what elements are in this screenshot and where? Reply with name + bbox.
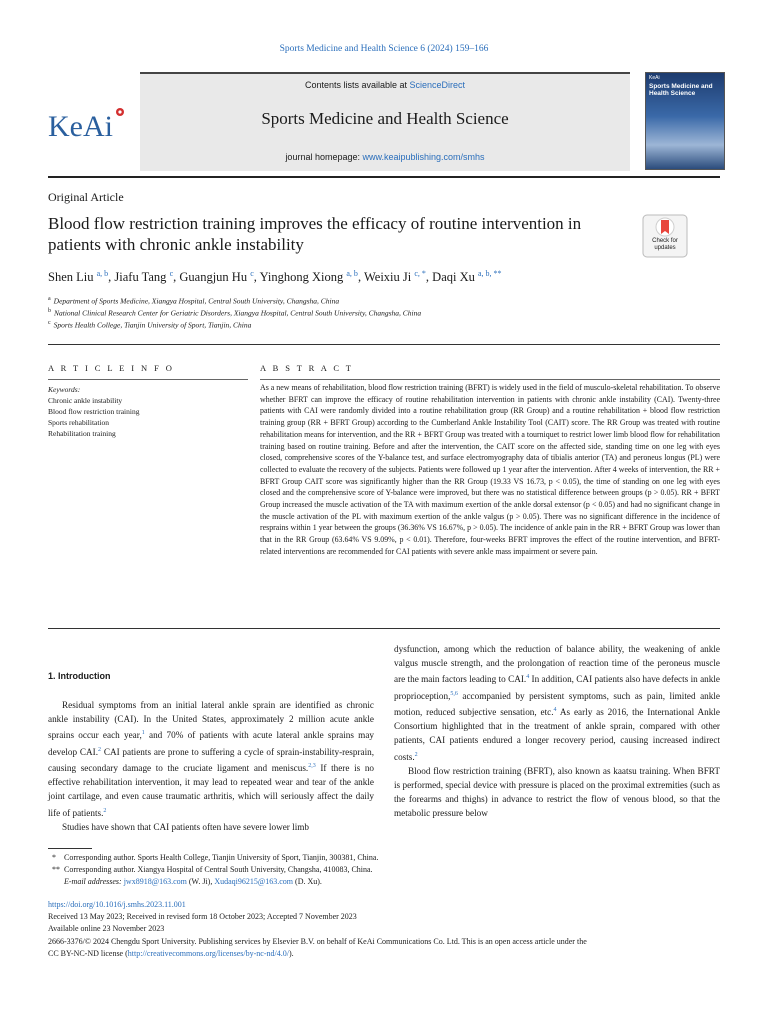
- author[interactable]: Daqi Xu $^{a, b, **}$: [432, 269, 502, 285]
- homepage-prefix: journal homepage:: [285, 152, 363, 162]
- citation-link[interactable]: 4: [553, 706, 557, 713]
- paragraph: Studies have shown that CAI patients often have severe lower limb: [62, 821, 309, 832]
- citation-link[interactable]: 2: [414, 751, 418, 758]
- author[interactable]: Jiafu Tang $^c$: [114, 269, 174, 285]
- author-list: Shen Liu $^{a, b}$, Jiafu Tang $^c$, Guangjun Hu $^c$, Yinghong Xiong $^{a, b}$, Weixiu Ji $^{c, *}$, Daqi Xu $^{a, b, **}$: [48, 269, 502, 285]
- section-divider: [48, 344, 720, 345]
- affiliation: $^c$ Sports Health College, Tianjin University of Sport, Tianjin, China: [48, 320, 252, 330]
- journal-cover-image[interactable]: [645, 72, 725, 170]
- author[interactable]: Yinghong Xiong $^{a, b}$: [259, 269, 358, 285]
- citation-link[interactable]: 2,3: [308, 762, 316, 769]
- body-column-left: [48, 698, 374, 834]
- affiliation: $^a$ Department of Sports Medicine, Xiangya Hospital, Central South University, Changsha, China: [48, 296, 340, 306]
- article-info-divider: [48, 379, 248, 380]
- journal-title: Sports Medicine and Health Science: [261, 109, 509, 128]
- abstract-divider: [260, 379, 720, 380]
- citation-link[interactable]: 5,6: [450, 690, 458, 697]
- affiliation: $^b$ National Clinical Research Center for Geriatric Disorders, Xiangya Hospital, Central South University, Changsha, China: [48, 308, 422, 318]
- homepage-line: [140, 152, 630, 162]
- keyword: Sports rehabilitation: [48, 418, 110, 427]
- article-info-heading: A R T I C L E I N F O: [48, 363, 175, 373]
- citation-link[interactable]: 1: [141, 730, 145, 737]
- contents-prefix: Contents lists available at: [304, 80, 410, 90]
- logo-text: KeAi: [48, 110, 113, 143]
- received-dates: Received 13 May 2023; Received in revised form 18 October 2023; Accepted 7 November 2023: [48, 912, 357, 921]
- contents-line: [140, 80, 630, 90]
- citation-link[interactable]: 2: [103, 807, 107, 814]
- paragraph: Residual symptoms from an initial lateral ankle sprain are identified as chronic ankle instability (CAI). In the United States, approximately 2 million acute ankle sprains occur each year,$^1$ and 70% of patients with acute lateral ankle sprains may develop CAI.$^2$ CAI patients are prone to suffering a cycle of sprain-instability-resprain, causing secondary damage to the cruciate ligament and meniscus.$^{2,3}$ If there is no effective rehabilitation intervention, it may lead to repeated wear and tear of the ankle joint cartilage, and even cause traumatic arthritis, which will seriously affect the daily life of patients.$^2$: [48, 700, 375, 818]
- abstract-bottom-divider: [48, 628, 720, 629]
- author[interactable]: Guangjun Hu $^c$: [179, 269, 254, 285]
- available-online: Available online 23 November 2023: [48, 924, 165, 933]
- cover-title: Sports Medicine and Health Science: [649, 83, 713, 97]
- keyword: Chronic ankle instability: [48, 396, 123, 405]
- sciencedirect-link[interactable]: ScienceDirect: [409, 80, 466, 90]
- author[interactable]: Weixiu Ji $^{c, *}$: [363, 269, 426, 285]
- citation-link[interactable]: 2: [98, 746, 102, 753]
- citation-link[interactable]: 4: [526, 674, 530, 681]
- email-link[interactable]: jwx8918@163.com: [123, 877, 187, 886]
- cover-publisher: KeAi: [649, 75, 660, 81]
- article-title: Blood flow restriction training improves the efficacy of routine intervention in patients with chronic ankle instability: [48, 214, 582, 254]
- section-heading-introduction: 1. Introduction: [48, 671, 111, 681]
- abstract-text: As a new means of rehabilitation, blood flow restriction training (BFRT) is widely used in the field of musculo-skeletal rehabilitation. To observe whether BFRT can improve the efficacy of routine rehabilitation intervention in patients with chronic ankle instability (CAI). Twenty-three patients with CAI were randomly divided into a routine rehabilitation group (RR Group) and a routine rehabilitation + blood flow restriction training group (RR + BFRT Group) according to the Cumberland Ankle Instability Tool (CAIT) score. The RR Group was treated with routine rehabilitation means for intervention, and the RR + BFRT Group was treated with a tourniquet to restrict lower limb blood flow for rehabilitation training based on routine training. Before and after the intervention, the CAIT score on the affected side, standing time on one leg with eyes closed, comprehensive scores of the Y-balance test, and surface electromyography data of tibialis anterior (TA) and peroneus longus (PL) were collected to evaluate the recovery of the subjects. Patients were followed up 1 year after the intervention. After 4 weeks of intervention, the RR + BFRT Group CAIT score was significantly higher than the RR Group (19.33 VS 16.73, p < 0.05), the time of standing on one leg with eyes closed and the comprehensive score of Y-balance were improved, but there was no statistical difference between groups (p > 0.05). RR + BFRT Group increased the muscle activation of the TA with maximum exertion of the ankle dorsal extensor (p < 0.05) and had no significant change in the muscle activation of the PL with maximum exertion of the ankle valgus (p > 0.05). There was no significant difference in the incidence of resprains within 1 year between the groups (36.36% VS 16.67%, p > 0.05). The incidence of ankle pain in the RR + BFRT Group was lower than that in the RR Group (63.64% VS 9.09%, p < 0.01). Therefore, four-weeks BFRT improves the effect of the routine intervention, and BFRT-related interventions are recommended for CAI patients with severe ankle mass impairment or severe pain.: [260, 383, 720, 556]
- homepage-link[interactable]: www.keaipublishing.com/smhs: [362, 152, 485, 162]
- email-link[interactable]: Xudaqi96215@163.com: [214, 877, 294, 886]
- copyright-notice: 2666-3376/© 2024 Chengdu Sport University. Publishing services by Elsevier B.V. on behalf of KeAi Communications Co. Ltd. This is an open access article under the: [48, 937, 587, 946]
- author[interactable]: Shen Liu $^{a, b}$: [48, 269, 109, 285]
- license-line: CC BY-NC-ND license (http://creativecommons.org/licenses/by-nc-nd/4.0/).: [48, 949, 294, 958]
- keywords-label: Keywords:: [48, 385, 81, 394]
- journal-reference[interactable]: Sports Medicine and Health Science 6 (2024) 159–166: [279, 44, 489, 54]
- keyword: Rehabilitation training: [48, 429, 116, 438]
- abstract-heading: A B S T R A C T: [260, 363, 354, 373]
- keyword: Blood flow restriction training: [48, 407, 140, 416]
- footnote: * Corresponding author. Sports Health College, Tianjin University of Sport, Tianjin, 300381, China.: [52, 853, 379, 862]
- paragraph: Blood flow restriction training (BFRT), also known as kaatsu training. When BFRT is performed, special device with pressure is placed on the proximal extremities (such as the forearms and thighs) in advance to restrict the flow of venous blood, so that the metabolic pressure below: [394, 765, 720, 819]
- article-type: Original Article: [48, 190, 124, 204]
- email-addresses: E-mail addresses: jwx8918@163.com (W. Ji), Xudaqi96215@163.com (D. Xu).: [64, 877, 322, 886]
- body-column-right: [394, 642, 720, 821]
- doi-link[interactable]: https://doi.org/10.1016/j.smhs.2023.11.001: [48, 900, 186, 909]
- check-for-updates-label[interactable]: Check for updates: [652, 238, 678, 251]
- license-link[interactable]: http://creativecommons.org/licenses/by-nc-nd/4.0/: [127, 949, 289, 958]
- keai-logo: [48, 104, 128, 144]
- header-divider: [48, 176, 720, 178]
- footnote-divider: [48, 848, 92, 849]
- footnote: ** Corresponding author. Xiangya Hospital of Central South University, Changsha, 410083, China.: [52, 865, 373, 874]
- paragraph: dysfunction, among which the reduction of balance ability, the weakening of ankle valgus muscle strength, and the prolongation of reaction time of the peroneus muscle are the main factors leading to CAI.$^4$ In addition, CAI patients also have defects in ankle proprioception,$^{5,6}$ accompanied by persistent symptoms, such as pain, limited ankle motion, reduced subjective sensation, etc.$^4$ As early as 2016, the International Ankle Consortium highlighted that in the treatment of ankle sprain, compared with other patients, CAI patients endured a longer recovery period, causing increased indirect costs.$^2$: [394, 644, 720, 762]
